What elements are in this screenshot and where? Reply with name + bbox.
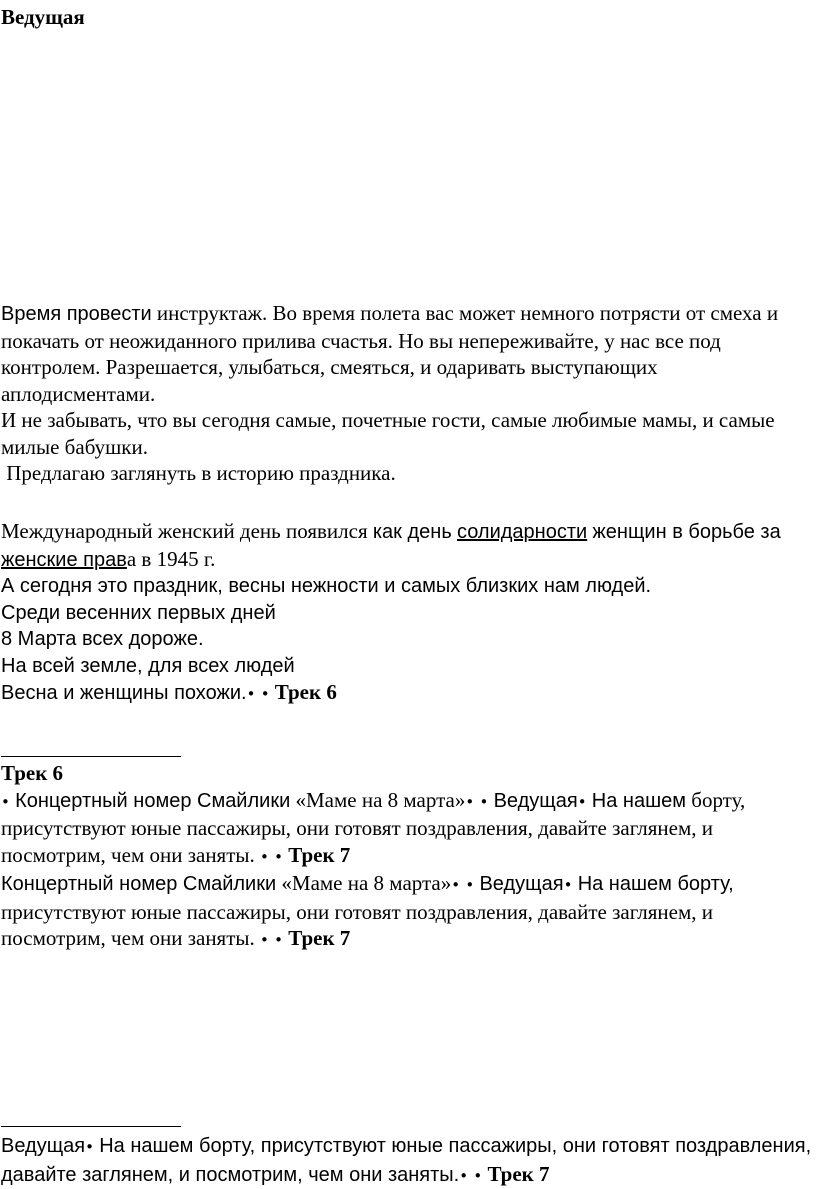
bullet-icon: • [260,847,269,866]
history-paragraph-1 [1,518,813,573]
bullet-icon: • [260,931,269,949]
concert-title: «Маме на 8 марта» [295,787,466,812]
poem-line-1: Среди весенних первых дней [1,601,276,624]
bullet-icon: • [451,876,461,894]
bullet-icon: • [459,1166,469,1185]
instruction-lead: Время провести [1,303,152,325]
track-7-label: Трек 7 [288,842,351,867]
presenter-heading [1,4,813,31]
history-text-a: Международный женский день появился [1,519,368,543]
footnote-separator [1,756,181,757]
instruction-block [1,300,813,487]
instruction-paragraph-1 [1,300,813,407]
concert-title: «Маме на 8 марта» [281,871,452,895]
poem-line-3: На всей земле, для всех людей [1,654,295,677]
bullet-icon: • [563,876,573,894]
announcement-start: На нашем борту, [577,873,734,895]
history-text-c: женщин в борьбе за [592,521,781,543]
announcement-start: На нашем [591,789,687,812]
track-6-title: Трек 6 [1,761,64,785]
concert-number-text: Концертный номер Смайлики [1,873,277,895]
track-7-label: Трек 7 [288,926,351,950]
bullet-icon: • [465,876,475,894]
bullet-icon: • [274,847,283,866]
presenter-label: Ведущая [493,789,578,812]
bottom-paragraph [1,1132,813,1189]
bullet-icon: • [85,1138,94,1156]
announcement-text: На нашем борту, присутствуют юные пассажиры, они готовят поздравления, давайте заглянем, и посмотрим, чем они заняты. [1,1135,812,1186]
history-text-b: как день [372,521,452,543]
bottom-block [1,1132,813,1189]
women-rights-link[interactable]: женские прав [1,548,127,571]
history-text-d: а в 1945 г. [126,546,216,571]
presenter-label: Ведущая [1,1135,86,1157]
presenter-label: Ведущая [479,873,564,895]
solidarity-link[interactable]: солидарности [457,521,588,543]
presenter-heading-text: Ведущая [1,5,85,29]
poem-line-2: 8 Марта всех дороже. [1,628,204,650]
bullet-icon: • [577,792,587,811]
bullet-icon: • [479,792,489,811]
bullet-icon: • [473,1166,483,1185]
history-paragraph-2: А сегодня это праздник, весны нежности и самых близких нам людей. [1,575,652,597]
instruction-paragraph-3: Предлагаю заглянуть в историю праздника. [1,461,396,485]
history-block [1,518,813,708]
instruction-text: инструктаж. Во время полета вас может немного потрясти от смеха и покачать от неожиданного прилива счастья. Но вы не [1,301,779,353]
track-6-repeat-paragraph [1,870,813,954]
bullet-icon: • [1,792,10,811]
bullet-icon: • [465,792,475,811]
instruction-text-tail: переживайте, у нас все под контролем. Разрешается, улыбаться, смеяться, и одаривать выступающих аплодисментами. [1,328,721,406]
track-6-paragraph [1,787,813,871]
bullet-icon: • [274,931,283,949]
poem-line-4 [1,679,813,708]
announcement-text: присутствуют юные пассажиры, они готовят поздравления, давайте заглянем, и посмотрим, чем они заняты. [1,899,713,950]
announcement-text: борту, присутствуют юные пассажиры, они готовят поздравления, давайте заглянем, и посмотрим, чем они заняты. [1,787,746,867]
concert-number-text: Концертный номер Смайлики [15,789,291,812]
track-7-label: Трек 7 [487,1161,550,1186]
footnote-separator [1,1126,181,1127]
track-6-label: Трек 6 [274,680,337,704]
track-6-section [1,760,813,954]
poem-line-4-text: Весна и женщины похожи. [1,682,247,704]
instruction-paragraph-2: И не забывать, что вы сегодня самые, почетные гости, самые любимые мамы, и самые милые бабушки. [1,408,775,459]
bullet-icon: • [246,685,256,703]
bullet-icon: • [260,685,270,703]
